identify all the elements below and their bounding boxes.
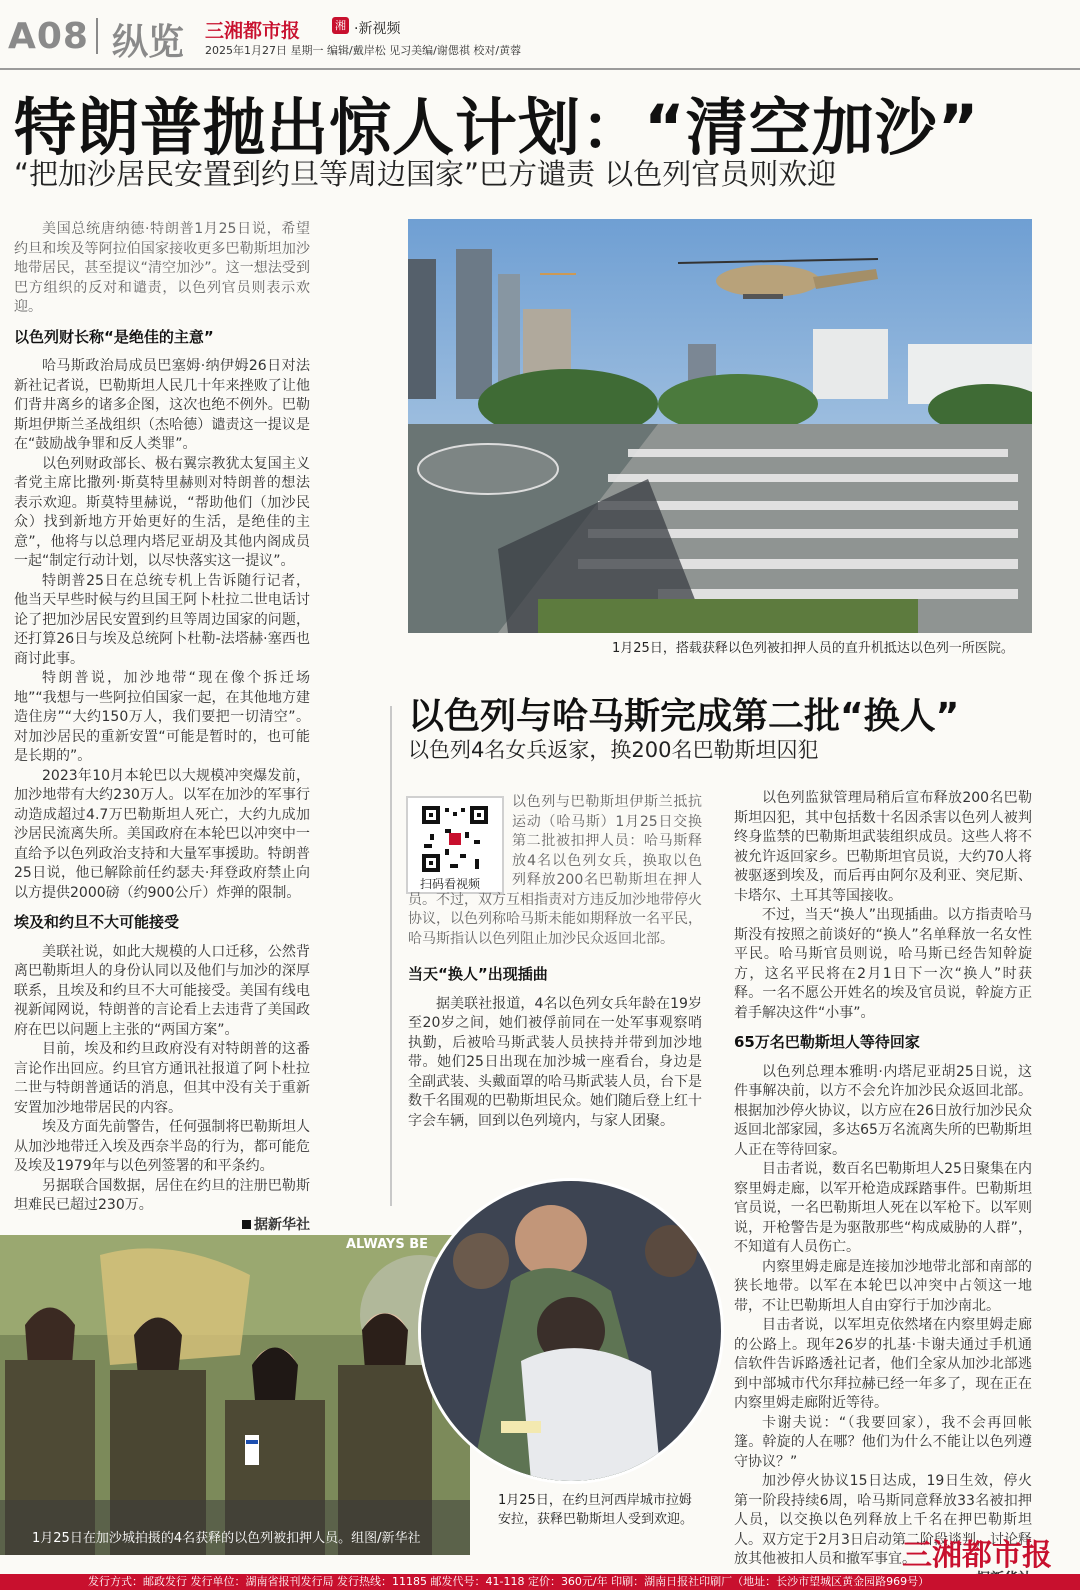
article-1-source [14, 1216, 310, 1236]
paragraph: 不过，当天“换人”出现插曲。以方指责哈马斯没有按照之前谈好的“换人”名单释放一名女性平民。哈马斯官员则说，哈马斯已经告知幹旋方，这名平民将在2月1日下一次“换人”时获释。一名不愿公开姓名的埃及官员说，幹旋方正着手解决这件“小事”。 [734, 907, 1032, 1021]
issue-meta: 2025年1月27日 星期一 编辑/戴岸松 见习美编/谢偲祺 校对/黄蓉 [205, 44, 522, 57]
photo-3-caption-line-1: 1月25日，在约旦河西岸城市拉姆 [498, 1493, 692, 1508]
paragraph: 卡谢夫说：“（我要回家），我不会再回帐篷。幹旋的人在哪？他们为什么不能让以色列遵守协议？” [734, 1414, 1032, 1470]
photo-3-caption-line-2: 安拉，获释巴勒斯坦人受到欢迎。 [498, 1512, 694, 1527]
footer-text: 发行方式：邮政发行 发行单位：湖南省报刊发行局 发行热线：11185 邮发代号：41-118 定价：360元/年 印刷：湖南日报社印刷厂（地址：长沙市望城区黄金园路969号） [88, 1575, 930, 1588]
article-2-left [408, 793, 702, 1131]
paragraph: 目前，埃及和约旦政府没有对特朗普的这番言论作出回应。约旦官方通讯社报道了阿卜杜拉二世与特朗普通话的消息，但其中没有关于重新安置加沙地带居民的内容。 [14, 1041, 310, 1116]
photo-2-caption: 1月25日在加沙城拍摄的4名获释的以色列被扣押人员。组图/新华社 [32, 1531, 421, 1546]
photo-3-caption [498, 1491, 693, 1529]
paragraph: 特朗普说，加沙地带“现在像个拆迁场地”“我想与一些阿拉伯国家一起，在其他地方建造住房”“大约150万人，我们要把一切清空”。对加沙居民的重新安置“可能是暂时的，也可能是长期的”。 [14, 670, 310, 764]
paragraph: 目击者说，以军坦克依然堵在内察里姆走廊的公路上。现年26岁的扎基·卡谢夫通过手机通信软件告诉路透社记者，他们全家从加沙北部逃到中部城市代尔拜拉赫已经一年多了，现在正在内察里姆走廊附近等待。 [734, 1317, 1032, 1411]
header-rule [0, 68, 1080, 70]
source-text: 据新华社 [254, 1216, 310, 1233]
paragraph: 以色列财政部长、极右翼宗教犹太复国主义者党主席比撒列·斯莫特里赫则对特朗普的想法表示欢迎。斯莫特里赫说，“帮助他们（加沙民众）找到新地方开始更好的生活，是绝佳的主意”，他将与以总理内塔尼亚胡及其他内阁成员一起“制定行动计划，以尽快落实这一提议”。 [14, 455, 310, 569]
photo-1-caption: 1月25日，搭载获释以色列被扣押人员的直升机抵达以色列一所医院。 [612, 641, 1014, 656]
paragraph: 以色列总理本雅明·内塔尼亚胡25日说，这件事解决前，以方不会允许加沙民众返回北部。根据加沙停火协议，以方应在26日放行加沙民众返回北部家园，多达65万名流离失所的巴勒斯坦人正在等待回家。 [734, 1063, 1032, 1158]
photo-welcome-embrace [418, 1178, 724, 1484]
article-2-bracket [390, 706, 392, 1206]
main-subheadline: “把加沙居民安置到约旦等周边国家”巴方谴责 以色列官员则欢迎 [14, 157, 837, 191]
qr-label: 扫码看视频 [420, 877, 481, 891]
paragraph: 特朗普25日在总统专机上告诉随行记者，他当天早些时候与约旦国王阿卜杜拉二世电话讨论了把加沙居民安置到约旦等周边国家的问题，还打算26日与埃及总统阿卜杜勒-法塔赫·塞西也商讨此事。 [14, 572, 310, 667]
header-divider [96, 18, 98, 54]
article-2-title: 以色列与哈马斯完成第二批“换人” [408, 696, 960, 737]
video-brand: ·新视频 [354, 21, 401, 37]
article-2-lead-text: 以色列与巴勒斯坦伊斯兰抵抗运动（哈马斯）1月25日交换第二批被扣押人员：哈马斯释放4名以色列女兵，换取以色列释放200名巴勒斯坦在押人员。不过，双方互相指责对方违反加沙地带停火协议，以色列称哈马斯未能如期释放一名平民，哈马斯指认以色列阻止加沙民众返回北部。 [408, 794, 702, 947]
page-number: A08 [8, 16, 89, 57]
photo-released-soldiers [0, 1235, 470, 1555]
newspaper-name: 三湘都市报 [205, 20, 301, 42]
source-mark-icon [242, 1220, 251, 1229]
paragraph: 哈马斯政治局成员巴塞姆·纳伊姆26日对法新社记者说，巴勒斯坦人民几十年来挫败了让他们背井离乡的诸多企图，这次也绝不例外。巴勒斯坦伊斯兰圣战组织（杰哈德）谴责这一提议是在“鼓励战争罪和反人类罪”。 [14, 358, 310, 452]
main-headline: 特朗普抛出惊人计划：“清空加沙” [14, 91, 980, 164]
article-1 [14, 220, 310, 1235]
soldiers-photo-illustration [0, 1235, 470, 1555]
paragraph: 另据联合国数据，居住在约旦的注册巴勒斯坦难民已超过230万。 [14, 1177, 310, 1213]
article-1-intro: 美国总统唐纳德·特朗普1月25日说，希望约旦和埃及等阿拉伯国家接收更多巴勒斯坦加沙地带居民，甚至提议“清空加沙”。这一想法受到巴方组织的反对和谴责，以色列官员则表示欢迎。 [14, 221, 310, 315]
video-logo-icon: 湘 [332, 17, 349, 34]
embrace-photo-illustration [421, 1181, 721, 1481]
paragraph: 据美联社报道，4名以色列女兵年龄在19岁至20岁之间，她们被俘前同在一处军事观察哨执勤，后被哈马斯武装人员挟持并带到加沙地带。她们25日出现在加沙城一座看台，身边是全副武装、头戴面罩的哈马斯武装人员，台下是数千名围观的巴勒斯坦民众。她们随后登上红十字会车辆，回到以色列境内，与家人团聚。 [408, 995, 702, 1129]
photo-2-banner-text: ALWAYS BE [346, 1237, 428, 1252]
newspaper-logo-bottom: 三湘都市报 [902, 1538, 1052, 1573]
article-1-subhead-2: 埃及和约旦不大可能接受 [14, 913, 180, 931]
photo-helicopter [408, 219, 1032, 633]
article-2-subhead-1: 当天“换人”出现插曲 [408, 965, 548, 983]
paragraph: 内察里姆走廊是连接加沙地带北部和南部的狭长地带。以军在本轮巴以冲突中占领这一地带，不让巴勒斯坦人自由穿行于加沙南北。 [734, 1258, 1032, 1314]
section-name: 纵览 [112, 22, 185, 63]
article-2-subtitle: 以色列4名女兵返家，换200名巴勒斯坦囚犯 [408, 738, 819, 762]
paragraph: 2023年10月本轮巴以大规模冲突爆发前，加沙地带有大约230万人。以军在加沙的军事行动造成超过4.7万巴勒斯坦人死亡，大约九成加沙居民流离失所。美国政府在本轮巴以冲突中一直给予以色列政治支持和大量军事援助。特朗普25日说，他已解除前任约瑟夫·拜登政府禁止向以方提供2000磅（约900公斤）炸弹的限制。 [14, 767, 310, 901]
article-2-subhead-2: 65万名巴勒斯坦人等待回家 [734, 1033, 920, 1051]
article-2-lead [408, 793, 702, 949]
paragraph: 加沙停火协议15日达成，19日生效，停火第一阶段持续6周，哈马斯同意释放33名被扣押人员，以交换以色列释放上千名在押巴勒斯坦人。双方定于2月3日启动第二阶段谈判，讨论释放其他被扣人员和撤军事宜。 [734, 1473, 1032, 1567]
paragraph: 目击者说，数百名巴勒斯坦人25日聚集在内察里姆走廊，以军开枪造成踩踏事件。巴勒斯坦官员说，一名巴勒斯坦人死在以军枪下。以军则说，开枪警告是为驱散那些“构成威胁的人群”，不知道有人员伤亡。 [734, 1161, 1032, 1255]
paragraph: 美联社说，如此大规模的人口迁移，公然背离巴勒斯坦人的身份认同以及他们与加沙的深厚联系，且埃及和约旦不大可能接受。美国有线电视新闻网说，特朗普的言论看上去违背了美国政府在巴以问题上主张的“两国方案”。 [14, 943, 310, 1038]
helicopter-photo-illustration [408, 219, 1032, 633]
article-1-subhead-1: 以色列财长称“是绝佳的主意” [14, 327, 214, 346]
article-2-right [734, 789, 1032, 1589]
footer-bar [0, 1574, 1080, 1590]
paragraph: 以色列监狱管理局稍后宣布释放200名巴勒斯坦囚犯，其中包括数十名因杀害以色列人被判终身监禁的巴勒斯坦武装组织成员。这些人将不被允许返回家乡。巴勒斯坦官员说，大约70人将被驱逐到埃及，而后再由阿尔及利亚、突尼斯、卡塔尔、土耳其等国接收。 [734, 790, 1032, 904]
paragraph: 埃及方面先前警告，任何强制将巴勒斯坦人从加沙地带迁入埃及西奈半岛的行为，都可能危及埃及1979年与以色列签署的和平条约。 [14, 1119, 310, 1174]
qr-spacer [408, 793, 512, 889]
